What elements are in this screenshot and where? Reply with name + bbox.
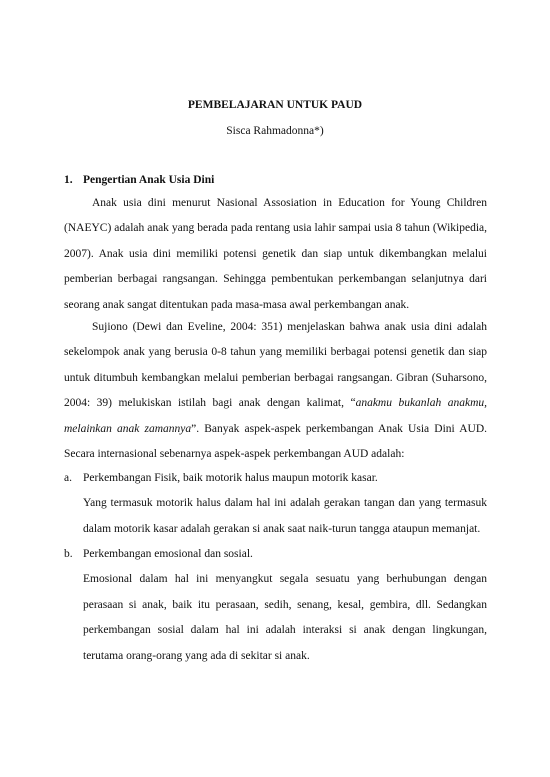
paragraph-2	[64, 315, 487, 467]
section-title: Pengertian Anak Usia Dini	[83, 174, 215, 186]
document-author: Sisca Rahmadonna*)	[226, 125, 324, 137]
paragraph-1-block	[64, 191, 487, 318]
paragraph-2-quote: anakmu bukanlah anakmu, melainkan anak zamannya	[64, 397, 488, 435]
list-item-b-heading-row	[64, 542, 487, 567]
section-number: 1.	[64, 174, 73, 186]
list-item-a-heading: Perkembangan Fisik, baik motorik halus maupun motorik kasar.	[83, 472, 378, 484]
paragraph-2-text-b: ”. Banyak aspek-aspek perkembangan Anak Usia Dini AUD. Secara internasional sebenarnya aspek-aspek perkembangan AUD adalah:	[64, 422, 487, 461]
list-item-a-description: Yang termasuk motorik halus dalam hal ini adalah gerakan tangan dan yang termasuk dalam motorik kasar adalah gerakan si anak saat naik-turun tangga ataupun memanjat.	[83, 497, 487, 535]
list-item-b-description: Emosional dalam hal ini menyangkut segala sesuatu yang berhubungan dengan perasaan si anak, baik itu perasaan, sedih, senang, kesal, gembira, dll. Sedangkan perkembangan sosial dalam hal ini adalah interaksi si anak dengan lingkungan, terutama orang-orang yang ada di sekitar si anak.	[83, 573, 487, 662]
section-heading	[64, 173, 214, 187]
list-marker-a: a.	[64, 472, 72, 484]
paragraph-1: Anak usia dini menurut Nasional Assosiation in Education for Young Children (NAEYC) adalah anak yang berada pada rentang usia lahir sampai usia 8 tahun (Wikipedia, 2007). Anak usia dini memiliki potensi genetik dan siap untuk dikembangkan melalui pemberian berbagai rangsangan. Sehingga pembentukan perkembangan selanjutnya dari seorang anak sangat ditentukan pada masa-masa awal perkembangan anak.	[64, 197, 487, 311]
list-item-a	[64, 466, 487, 542]
document-title: PEMBELAJARAN UNTUK PAUD	[187, 99, 363, 111]
paragraph-2-text-a: Sujiono (Dewi dan Eveline, 2004: 351) menjelaskan bahwa anak usia dini adalah sekelompok anak yang berusia 0-8 tahun yang memiliki berbagai potensi genetik dan siap untuk ditumbuh kembangkan melalui pemberian berbagai rangsangan. Gibran (Suharsono, 2004: 39) melukiskan istilah bagi anak dengan kalimat, “	[64, 321, 487, 410]
list-item-a-heading-row	[64, 466, 487, 491]
list-marker-b: b.	[64, 548, 73, 560]
list-item-b-heading: Perkembangan emosional dan sosial.	[83, 548, 253, 560]
paragraph-2-block	[64, 315, 487, 467]
list-item-b	[64, 542, 487, 669]
